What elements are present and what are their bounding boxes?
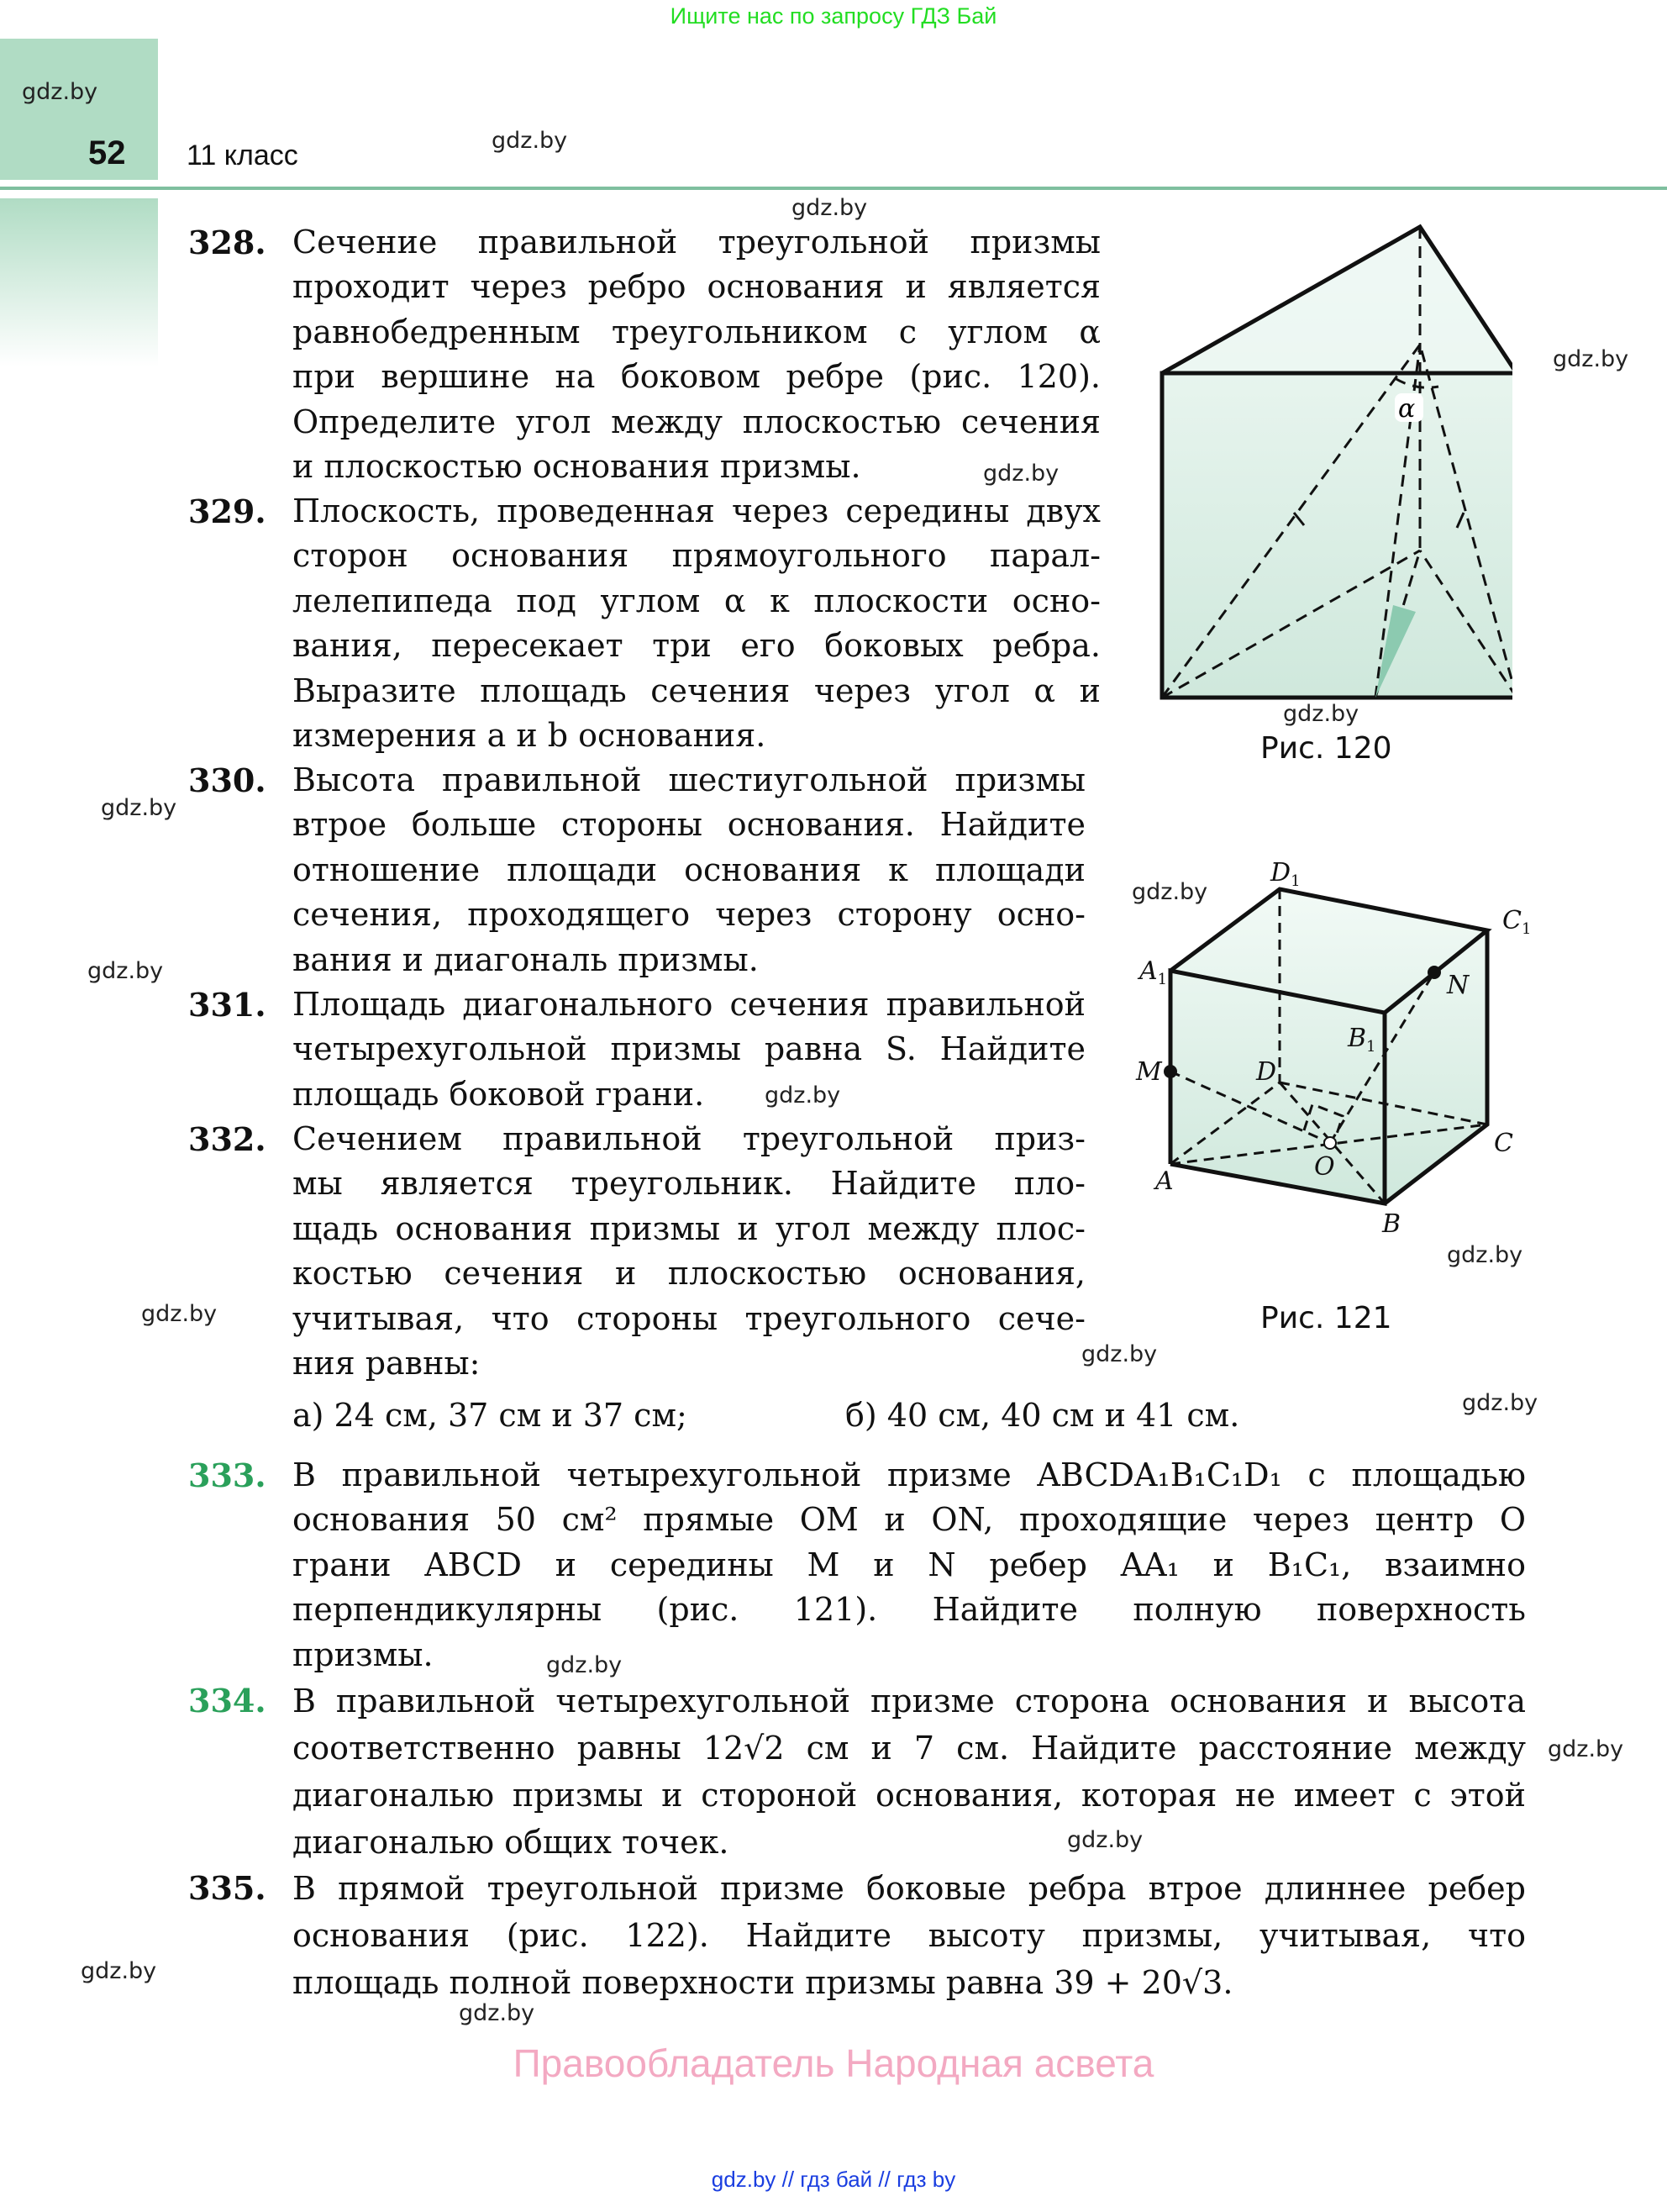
problem-number: 329. — [188, 492, 266, 530]
text-line: В правильной четырехугольной призме сторона основания и высота — [292, 1683, 1526, 1720]
text-line: сторон основания прямоугольного парал- — [292, 537, 1101, 575]
problem-number: 334. — [188, 1682, 266, 1720]
text-line: отношение площади основания к площади — [292, 851, 1086, 888]
text-line: площадь боковой грани. — [292, 1075, 705, 1113]
text-line: вания, пересекает три его боковых ребра. — [292, 627, 1101, 665]
text-line: вания и диагональ призмы. — [292, 940, 759, 978]
watermark: gdz.by — [81, 1958, 157, 1984]
label-O: O — [1314, 1152, 1335, 1182]
figure-120-prism — [1126, 210, 1512, 714]
label-D: D — [1256, 1057, 1277, 1087]
text-line: основания 50 см² прямые OM и ON, проходящие через центр O — [292, 1501, 1526, 1539]
problem-number: 331. — [188, 986, 266, 1024]
watermark: gdz.by — [1447, 1242, 1523, 1268]
figure-120-caption: Рис. 120 — [1260, 731, 1392, 766]
search-banner: Ищите нас по запросу ГДЗ Бай — [670, 3, 997, 29]
text-line: диагональю призмы и стороной основания, которая не имеет с этой — [292, 1777, 1526, 1814]
problem-number: 330. — [188, 761, 266, 799]
problem-335 — [188, 1865, 1526, 2006]
text-line: диагональю общих точек. — [292, 1824, 729, 1861]
text-line: сечения, проходящего через сторону осно- — [292, 896, 1086, 934]
watermark: gdz.by — [1283, 701, 1359, 727]
watermark: gdz.by — [492, 128, 568, 154]
text-line: измерения a и b основания. — [292, 717, 766, 755]
rights-holder: Правообладатель Народная асвета — [513, 2041, 1154, 2085]
text-line: Высота правильной шестиугольной призмы — [292, 761, 1086, 798]
problem-text — [292, 982, 1086, 1117]
page-number: 52 — [88, 134, 126, 171]
watermark: gdz.by — [983, 461, 1060, 487]
watermark: gdz.by — [101, 795, 177, 821]
header-rule — [0, 187, 1667, 190]
problem-number: 333. — [188, 1456, 266, 1494]
text-line: четырехугольной призмы равна S. Найдите — [292, 1030, 1086, 1068]
problem-number: 335. — [188, 1869, 266, 1907]
watermark: gdz.by — [546, 1652, 623, 1678]
figure-121-caption: Рис. 121 — [1260, 1301, 1392, 1335]
watermark: gdz.by — [791, 195, 868, 221]
text-line: В прямой треугольной призме боковые ребра втрое длиннее ребер — [292, 1870, 1526, 1907]
page-tab — [0, 39, 158, 180]
text-line: лелепипеда под углом α к плоскости осно- — [292, 582, 1101, 619]
text-line: ния равны: — [292, 1345, 481, 1382]
problem-text — [292, 1677, 1526, 1866]
text-line: Сечение правильной треугольной призмы — [292, 224, 1101, 261]
figure-121-prism — [1117, 840, 1563, 1294]
text-line: мы является треугольник. Найдите пло- — [292, 1165, 1086, 1203]
label-M: M — [1136, 1057, 1162, 1087]
text-line: втрое больше стороны основания. Найдите — [292, 806, 1086, 844]
text-line: В правильной четырехугольной призме ABCDA₁B₁C₁D₁ с площадью — [292, 1456, 1526, 1493]
text-line: Плоскость, проведенная через середины двух — [292, 492, 1101, 529]
watermark: gdz.by — [1081, 1341, 1158, 1367]
watermark: gdz.by — [87, 958, 164, 984]
label-N: N — [1447, 971, 1470, 1000]
text-line: Площадь диагонального сечения правильной — [292, 986, 1086, 1023]
problem-334 — [188, 1677, 1526, 1866]
problem-number: 328. — [188, 224, 266, 261]
sidebar-gradient — [0, 198, 158, 366]
watermark: gdz.by — [1553, 346, 1629, 372]
text-line: равнобедренным треугольником с углом α — [292, 313, 1101, 350]
text-line: площадь полной поверхности призмы равна 39 + 20√3. — [292, 1964, 1233, 2001]
label-B1: $B_1$ — [1348, 1024, 1376, 1056]
problem-331 — [188, 982, 1086, 1117]
watermark: gdz.by — [1067, 1827, 1144, 1853]
problem-number: 332. — [188, 1120, 266, 1158]
problem-text — [292, 1453, 1526, 1677]
text-line: грани ABCD и середины M и N ребер AA₁ и B₁C₁, взаимно — [292, 1546, 1526, 1583]
option-b: б) 40 см, 40 см и 41 см. — [845, 1397, 1240, 1434]
watermark: gdz.by — [1462, 1390, 1538, 1416]
watermark: gdz.by — [459, 2000, 535, 2026]
label-C: C — [1494, 1129, 1513, 1158]
text-line: Выразите площадь сечения через угол α и — [292, 672, 1101, 709]
problem-text — [292, 1117, 1086, 1386]
grade-label: 11 класс — [187, 140, 298, 171]
text-line: перпендикулярны (рис. 121). Найдите полную поверхность — [292, 1591, 1526, 1629]
problem-text — [292, 1865, 1526, 2006]
text-line: Определите угол между плоскостью сечения — [292, 403, 1101, 440]
text-line: костью сечения и плоскостью основания, — [292, 1255, 1086, 1293]
text-line: призмы. — [292, 1635, 434, 1673]
label-A: A — [1155, 1167, 1174, 1196]
text-line: проходит через ребро основания и является — [292, 268, 1101, 306]
angle-alpha-label: α — [1398, 394, 1416, 424]
label-B: B — [1382, 1209, 1401, 1239]
text-line: щадь основания призмы и угол между плос- — [292, 1209, 1086, 1247]
problem-330 — [188, 758, 1086, 982]
label-C1: $C_1$ — [1502, 906, 1532, 938]
problem-text — [292, 220, 1101, 489]
text-line: основания (рис. 122). Найдите высоту призмы, учитывая, что — [292, 1917, 1526, 1954]
watermark: gdz.by — [765, 1082, 841, 1109]
option-a: а) 24 см, 37 см и 37 см; — [292, 1397, 687, 1434]
text-line: учитывая, что стороны треугольного сече- — [292, 1299, 1086, 1337]
label-D1: $D_1$ — [1270, 858, 1301, 890]
watermark: gdz.by — [141, 1301, 218, 1327]
watermark: gdz.by — [22, 79, 98, 105]
problem-333 — [188, 1453, 1526, 1677]
watermark: gdz.by — [1132, 879, 1208, 905]
problem-text — [292, 758, 1086, 982]
text-line: и плоскостью основания призмы. — [292, 448, 861, 486]
problem-328 — [188, 220, 1101, 489]
text-line: соответственно равны 12√2 см и 7 см. Найдите расстояние между — [292, 1730, 1526, 1767]
problem-332 — [188, 1117, 1086, 1386]
problem-329 — [188, 489, 1101, 758]
problem-text — [292, 489, 1101, 758]
footer-watermark: gdz.by // гдз бай // гдз by — [711, 2167, 956, 2192]
label-A1: $A_1$ — [1139, 956, 1168, 988]
text-line: при вершине на боковом ребре (рис. 120). — [292, 358, 1101, 396]
text-line: Сечением правильной треугольной приз- — [292, 1120, 1086, 1157]
watermark: gdz.by — [1548, 1736, 1624, 1762]
